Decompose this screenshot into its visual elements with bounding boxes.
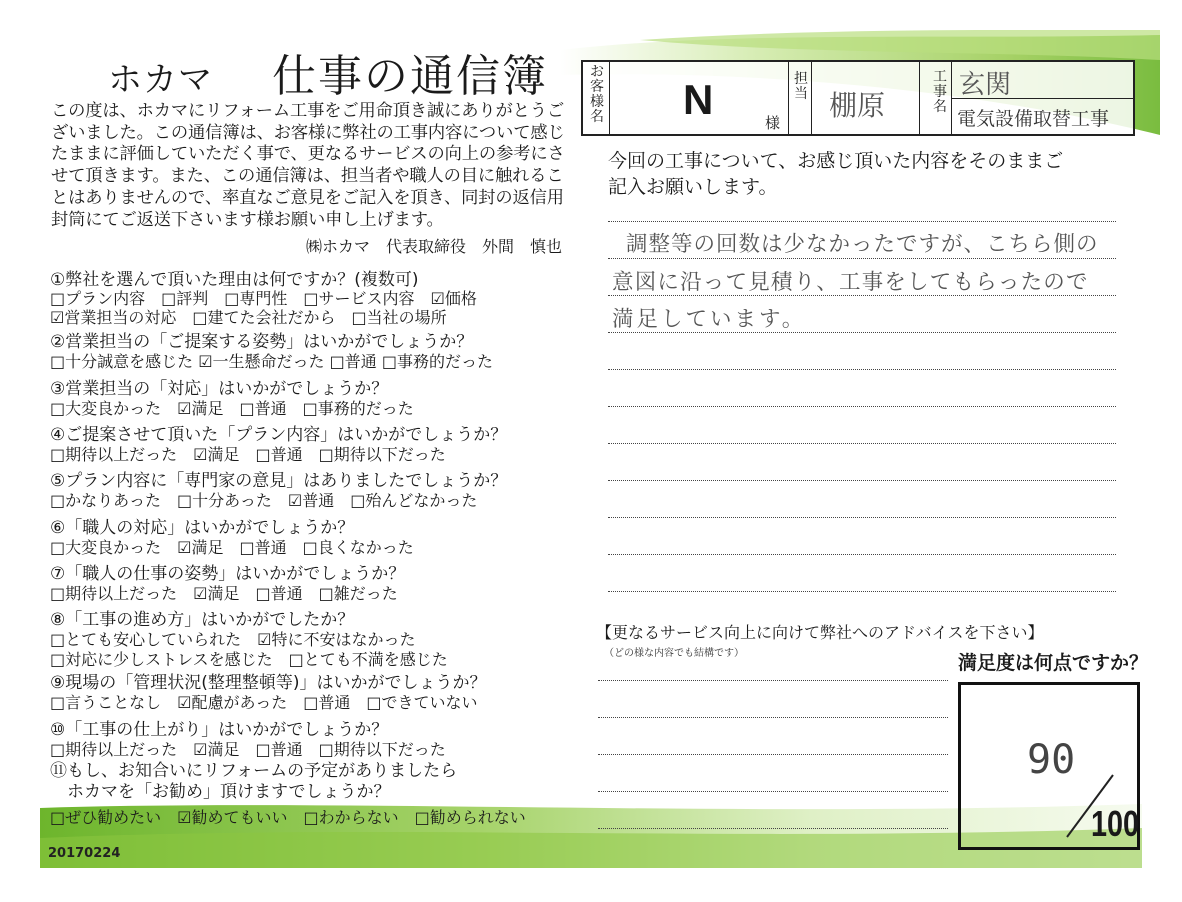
answer-8-row-2: □対応に少しストレスを感じた □とても不満を感じた <box>50 650 448 669</box>
score-question: 満足度は何点ですか？ <box>958 652 1149 674</box>
score-box <box>958 682 1140 850</box>
answer-6-row-1: □大変良かった ☑満足 □普通 □良くなかった <box>50 538 414 557</box>
intro-text: この度は、ホカマにリフォーム工事をご用命頂き誠にありがとうご ざいました。この通信簿は、お客様に弊社の工事内容について感じ たままに評価していただく事で、更なるサービスの向上の参考にさ せて頂きます。また、この通信簿は、担当者や職人の目に触れるこ とはありませんので、率直なご意見をご記入を頂き、同封の返信用 封筒にてご返送下さいます様お願い申し上げます。 <box>51 101 565 230</box>
form-header-table <box>581 60 1135 136</box>
work-name-line-1: 玄関 <box>959 70 1012 100</box>
question-3: ③営業担当の「対応」はいかがでしょうか？ <box>50 379 389 399</box>
advice-subtext: （どの様な内容でも結構です） <box>604 648 744 659</box>
comment-line-3: 満足しています。 <box>612 307 807 332</box>
advice-heading: 【更なるサービス向上に向けて弊社へのアドバイスを下さい】 <box>596 623 1044 642</box>
question-11: ⑪もし、お知合いにリフォームの予定がありましたら ホカマを「お勧め」頂けますでしょうか？ <box>50 761 458 802</box>
customer-label: お客様名 <box>590 64 604 125</box>
work-label: 工事名 <box>933 69 947 115</box>
question-2: ②営業担当の「ご提案する姿勢」はいかがでしょうか？ <box>50 332 474 352</box>
score-max: 100 <box>1091 803 1140 844</box>
score-value: 90 <box>1027 737 1076 783</box>
answer-3-row-1: □大変良かった ☑満足 □普通 □事務的だった <box>50 399 414 418</box>
question-8: ⑧「工事の進め方」はいかがでしたか？ <box>50 610 355 630</box>
question-1: ①弊社を選んで頂いた理由は何ですか？(複数可) <box>50 270 419 290</box>
comment-line-1: 調整等の回数は少なかったですが、こちら側の <box>626 232 1099 257</box>
question-9: ⑨現場の「管理状況(整理整頓等)」はいかがでしょうか？ <box>50 673 487 693</box>
staff-label: 担当 <box>794 71 808 102</box>
question-5: ⑤プラン内容に「専門家の意見」はありましたでしょうか？ <box>50 471 508 491</box>
work-name-line-2: 電気設備取替工事 <box>957 108 1110 130</box>
staff-name: 棚原 <box>829 89 886 122</box>
page-title: 仕事の通信簿 <box>272 51 548 102</box>
customer-name: N <box>683 76 714 123</box>
date-code: 20170224 <box>48 846 121 861</box>
answer-8-row-1: □とても安心していられた ☑特に不安はなかった <box>50 630 416 649</box>
answer-1-row-1: □プラン内容 □評判 □専門性 □サービス内容 ☑価格 <box>50 289 477 308</box>
question-10: ⑩「工事の仕上がり」はいかがでしょうか？ <box>50 720 389 740</box>
signature: ㈱ホカマ 代表取締役 外間 慎也 <box>306 237 563 256</box>
answer-4-row-1: □期待以上だった ☑満足 □普通 □期待以下だった <box>50 445 446 464</box>
answer-11-row-1: □ぜひ勧めたい ☑勧めてもいい □わからない □勧められない <box>50 808 526 827</box>
question-4: ④ご提案させて頂いた「プラン内容」はいかがでしょうか？ <box>50 425 508 445</box>
answer-10-row-1: □期待以上だった ☑満足 □普通 □期待以下だった <box>50 740 446 759</box>
brand-name: ホカマ <box>108 60 213 100</box>
question-7: ⑦「職人の仕事の姿勢」はいかがでしょうか？ <box>50 564 406 584</box>
comment-line-2: 意図に沿って見積り、工事をしてもらったので <box>612 270 1089 295</box>
answer-7-row-1: □期待以上だった ☑満足 □普通 □雑だった <box>50 584 398 603</box>
comments-prompt: 今回の工事について、お感じ頂いた内容をそのままご 記入お願いします。 <box>608 150 1064 198</box>
answer-9-row-1: □言うことなし ☑配慮があった □普通 □できていない <box>50 693 478 712</box>
answer-2-row-1: □十分誠意を感じた ☑一生懸命だった □普通 □事務的だった <box>50 352 493 371</box>
answer-5-row-1: □かなりあった □十分あった ☑普通 □殆んどなかった <box>50 491 478 510</box>
answer-1-row-2: ☑営業担当の対応 □建てた会社だから □当社の場所 <box>50 308 447 327</box>
question-6: ⑥「職人の対応」はいかがでしょうか？ <box>50 518 355 538</box>
customer-suffix: 様 <box>765 114 781 132</box>
